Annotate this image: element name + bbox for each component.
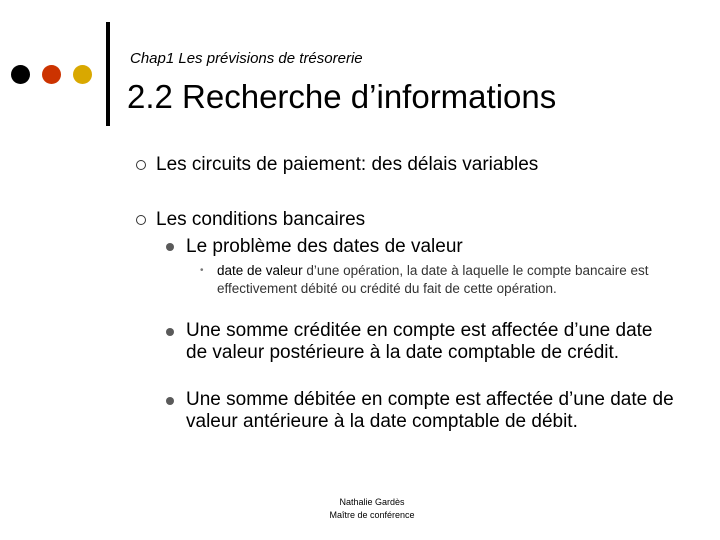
sub-bullet-dates-valeur: Le problème des dates de valeur [186, 236, 463, 257]
dot-bullet-icon [166, 243, 174, 251]
title-divider [106, 22, 110, 126]
small-bullet-icon: • [200, 265, 204, 276]
slide-footer [0, 496, 720, 522]
bullet-circuits: Les circuits de paiement: des délais variables [156, 154, 539, 175]
bullet-conditions: Les conditions bancaires [156, 209, 366, 230]
black-dot [11, 65, 30, 84]
yellow-dot [73, 65, 92, 84]
slide-subtitle: Chap1 Les prévisions de trésorerie [130, 50, 363, 67]
definition-term: date de valeur [217, 263, 303, 278]
dot-bullet-icon [166, 397, 174, 405]
ring-bullet-icon [136, 215, 146, 225]
red-dot [42, 65, 61, 84]
decorative-dots [11, 65, 97, 87]
footer-author: Nathalie Gardès [339, 497, 405, 507]
definition-note [217, 262, 677, 298]
definition-text: d’une opération, la date à laquelle le compte bancaire est effectivement débité ou crédité du fait de cette opération. [217, 263, 649, 296]
slide-title: 2.2 Recherche d’informations [127, 78, 557, 115]
footer-role: Maître de conférence [329, 510, 415, 520]
ring-bullet-icon [136, 160, 146, 170]
sub-bullet-credit: Une somme créditée en compte est affectée d’une date de valeur postérieure à la date comptable de crédit. [186, 320, 653, 363]
dot-bullet-icon [166, 328, 174, 336]
sub-bullet-debit: Une somme débitée en compte est affectée d’une date de valeur antérieure à la date comptable de débit. [186, 389, 674, 432]
